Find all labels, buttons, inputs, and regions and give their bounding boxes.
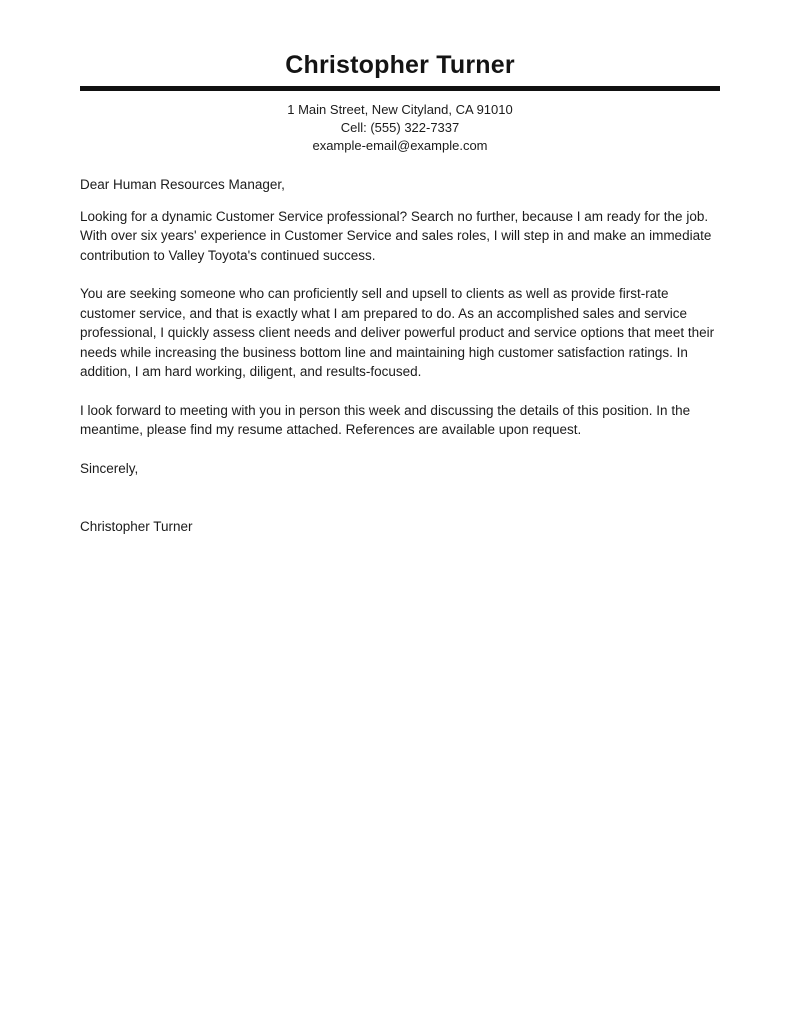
body-paragraph: I look forward to meeting with you in person this week and discussing the details of this position. In the meantime, please find my resume attached. References are available upon request. — [80, 402, 691, 437]
signature-name: Christopher Turner — [80, 519, 193, 534]
closing: Sincerely, — [80, 460, 139, 476]
contact-block — [80, 101, 720, 155]
letter-body — [80, 175, 720, 478]
page-title: Christopher Turner — [285, 51, 515, 79]
cover-letter — [80, 0, 720, 537]
contact-address: 1 Main Street, New Cityland, CA 91010 — [287, 102, 513, 117]
contact-email: example-email@example.com — [312, 138, 488, 153]
body-paragraph: Looking for a dynamic Customer Service professional? Search no further, because I am ready for the job. With over six years' experience in Customer Service and sales roles, I will step in and make an immediate contribution to Valley Toyota's continued success. — [80, 208, 712, 263]
header-divider — [80, 86, 720, 91]
contact-cell: Cell: (555) 322-7337 — [340, 120, 460, 135]
body-paragraph: You are seeking someone who can proficiently sell and upsell to clients as well as provide first-rate customer service, and that is exactly what I am prepared to do. As an accomplished sales and service professional, I quickly assess client needs and deliver powerful product and service options that meet their needs while increasing the business bottom line and maintaining high customer satisfaction ratings. In addition, I am hard working, diligent, and results-focused. — [80, 286, 715, 379]
salutation: Dear Human Resources Manager, — [80, 177, 285, 192]
